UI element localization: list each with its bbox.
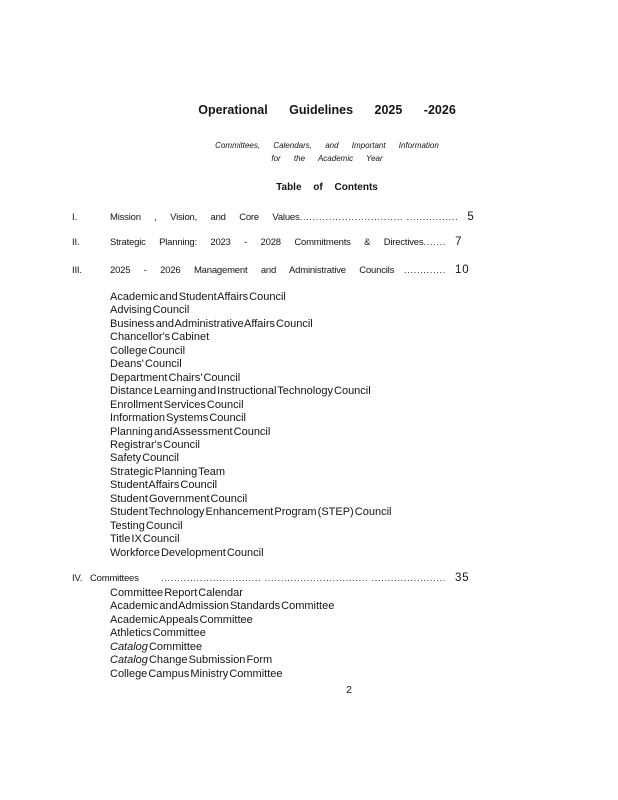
committee-item <box>110 641 334 654</box>
toc-entry-strategic-planning <box>72 236 477 248</box>
committee-item-text: College Campus Ministry Committee <box>110 667 283 680</box>
toc-entry-committees <box>72 572 477 584</box>
document-subtitle <box>36 140 618 165</box>
committee-list <box>110 587 334 681</box>
toc-entry-number: IV. <box>72 573 83 584</box>
toc-entry-number: II. <box>72 237 80 248</box>
committee-item-italic: Catalog <box>110 640 148 653</box>
council-item: Deans' Council <box>110 358 182 371</box>
toc-entry-title: 2025 - 2026 Management and Administrative Councils <box>110 265 395 276</box>
toc-page-number: 35 <box>455 572 470 584</box>
toc-leader-dots: ............................... ................................ ....................... <box>160 573 446 584</box>
committee-item-text: Academic Appeals Committee <box>110 613 253 626</box>
council-list <box>110 291 391 560</box>
toc-entry-title: Mission , Vision, and Core Values <box>110 212 300 223</box>
council-item: Academic and Student Affairs Council <box>110 291 286 303</box>
toc-leader-dots: ....... <box>423 237 447 248</box>
council-item: Department Chairs' Council <box>110 371 241 384</box>
toc-leader-dots: ............. <box>403 265 446 276</box>
committee-item <box>110 587 334 600</box>
council-item: College Council <box>110 344 186 357</box>
toc-heading: Table of Contents <box>276 182 378 193</box>
council-item: Title IX Council <box>110 533 180 546</box>
subtitle-line-1: Committees, Calendars, and Important Information <box>215 141 439 150</box>
council-item: Chancellor's Cabinet <box>110 331 210 344</box>
council-item: Registrar's Council <box>110 438 200 451</box>
committee-item <box>110 614 334 627</box>
committee-item <box>110 654 334 667</box>
toc-entry-number: I. <box>72 212 77 223</box>
committee-item-text: Committee <box>147 640 203 653</box>
toc-page-number: 10 <box>455 264 470 276</box>
council-item: Information Systems Council <box>110 412 246 425</box>
council-item: Planning and Assessment Council <box>110 425 271 438</box>
toc-entry-number: III. <box>72 265 82 276</box>
page-title: Operational Guidelines 2025 -2026 <box>198 103 456 117</box>
toc-entry-title: Strategic Planning: 2023 - 2028 Commitments & Directives <box>110 237 424 248</box>
committee-item <box>110 600 334 613</box>
page-number-footer: 2 <box>346 684 352 696</box>
committee-item-text: Change Submission Form <box>147 654 273 667</box>
council-item: Testing Council <box>110 519 183 532</box>
council-item: Student Affairs Council <box>110 479 218 492</box>
committee-item-italic: Catalog <box>110 654 148 667</box>
toc-entry-title: Committees <box>90 573 139 584</box>
council-item: Enrollment Services Council <box>110 398 244 411</box>
toc-page-number: 7 <box>455 236 463 248</box>
subtitle-line-2: for the Academic Year <box>271 153 383 163</box>
committee-item-text: Academic and Admission Standards Committee <box>110 600 335 613</box>
council-item: Workforce Development Council <box>110 546 264 559</box>
council-item: Safety Council <box>110 452 179 465</box>
council-item: Advising Council <box>110 304 190 317</box>
council-item: Distance Learning and Instructional Technology Council <box>110 385 371 398</box>
toc-leader-dots: ................................ ................ <box>299 212 459 223</box>
council-item: Student Technology Enhancement Program (STEP) Council <box>110 506 392 519</box>
council-item: Business and Administrative Affairs Council <box>110 317 313 330</box>
council-item: Strategic Planning Team <box>110 465 226 478</box>
toc-entry-management-councils <box>72 264 477 276</box>
council-item: Student Government Council <box>110 492 248 505</box>
toc-page-number: 5 <box>467 211 475 223</box>
committee-item <box>110 668 334 681</box>
committee-item-text: Athletics Committee <box>110 627 206 640</box>
committee-item <box>110 627 334 640</box>
committee-item-text: Committee Report Calendar <box>110 587 243 599</box>
toc-entry-mission <box>72 211 477 223</box>
